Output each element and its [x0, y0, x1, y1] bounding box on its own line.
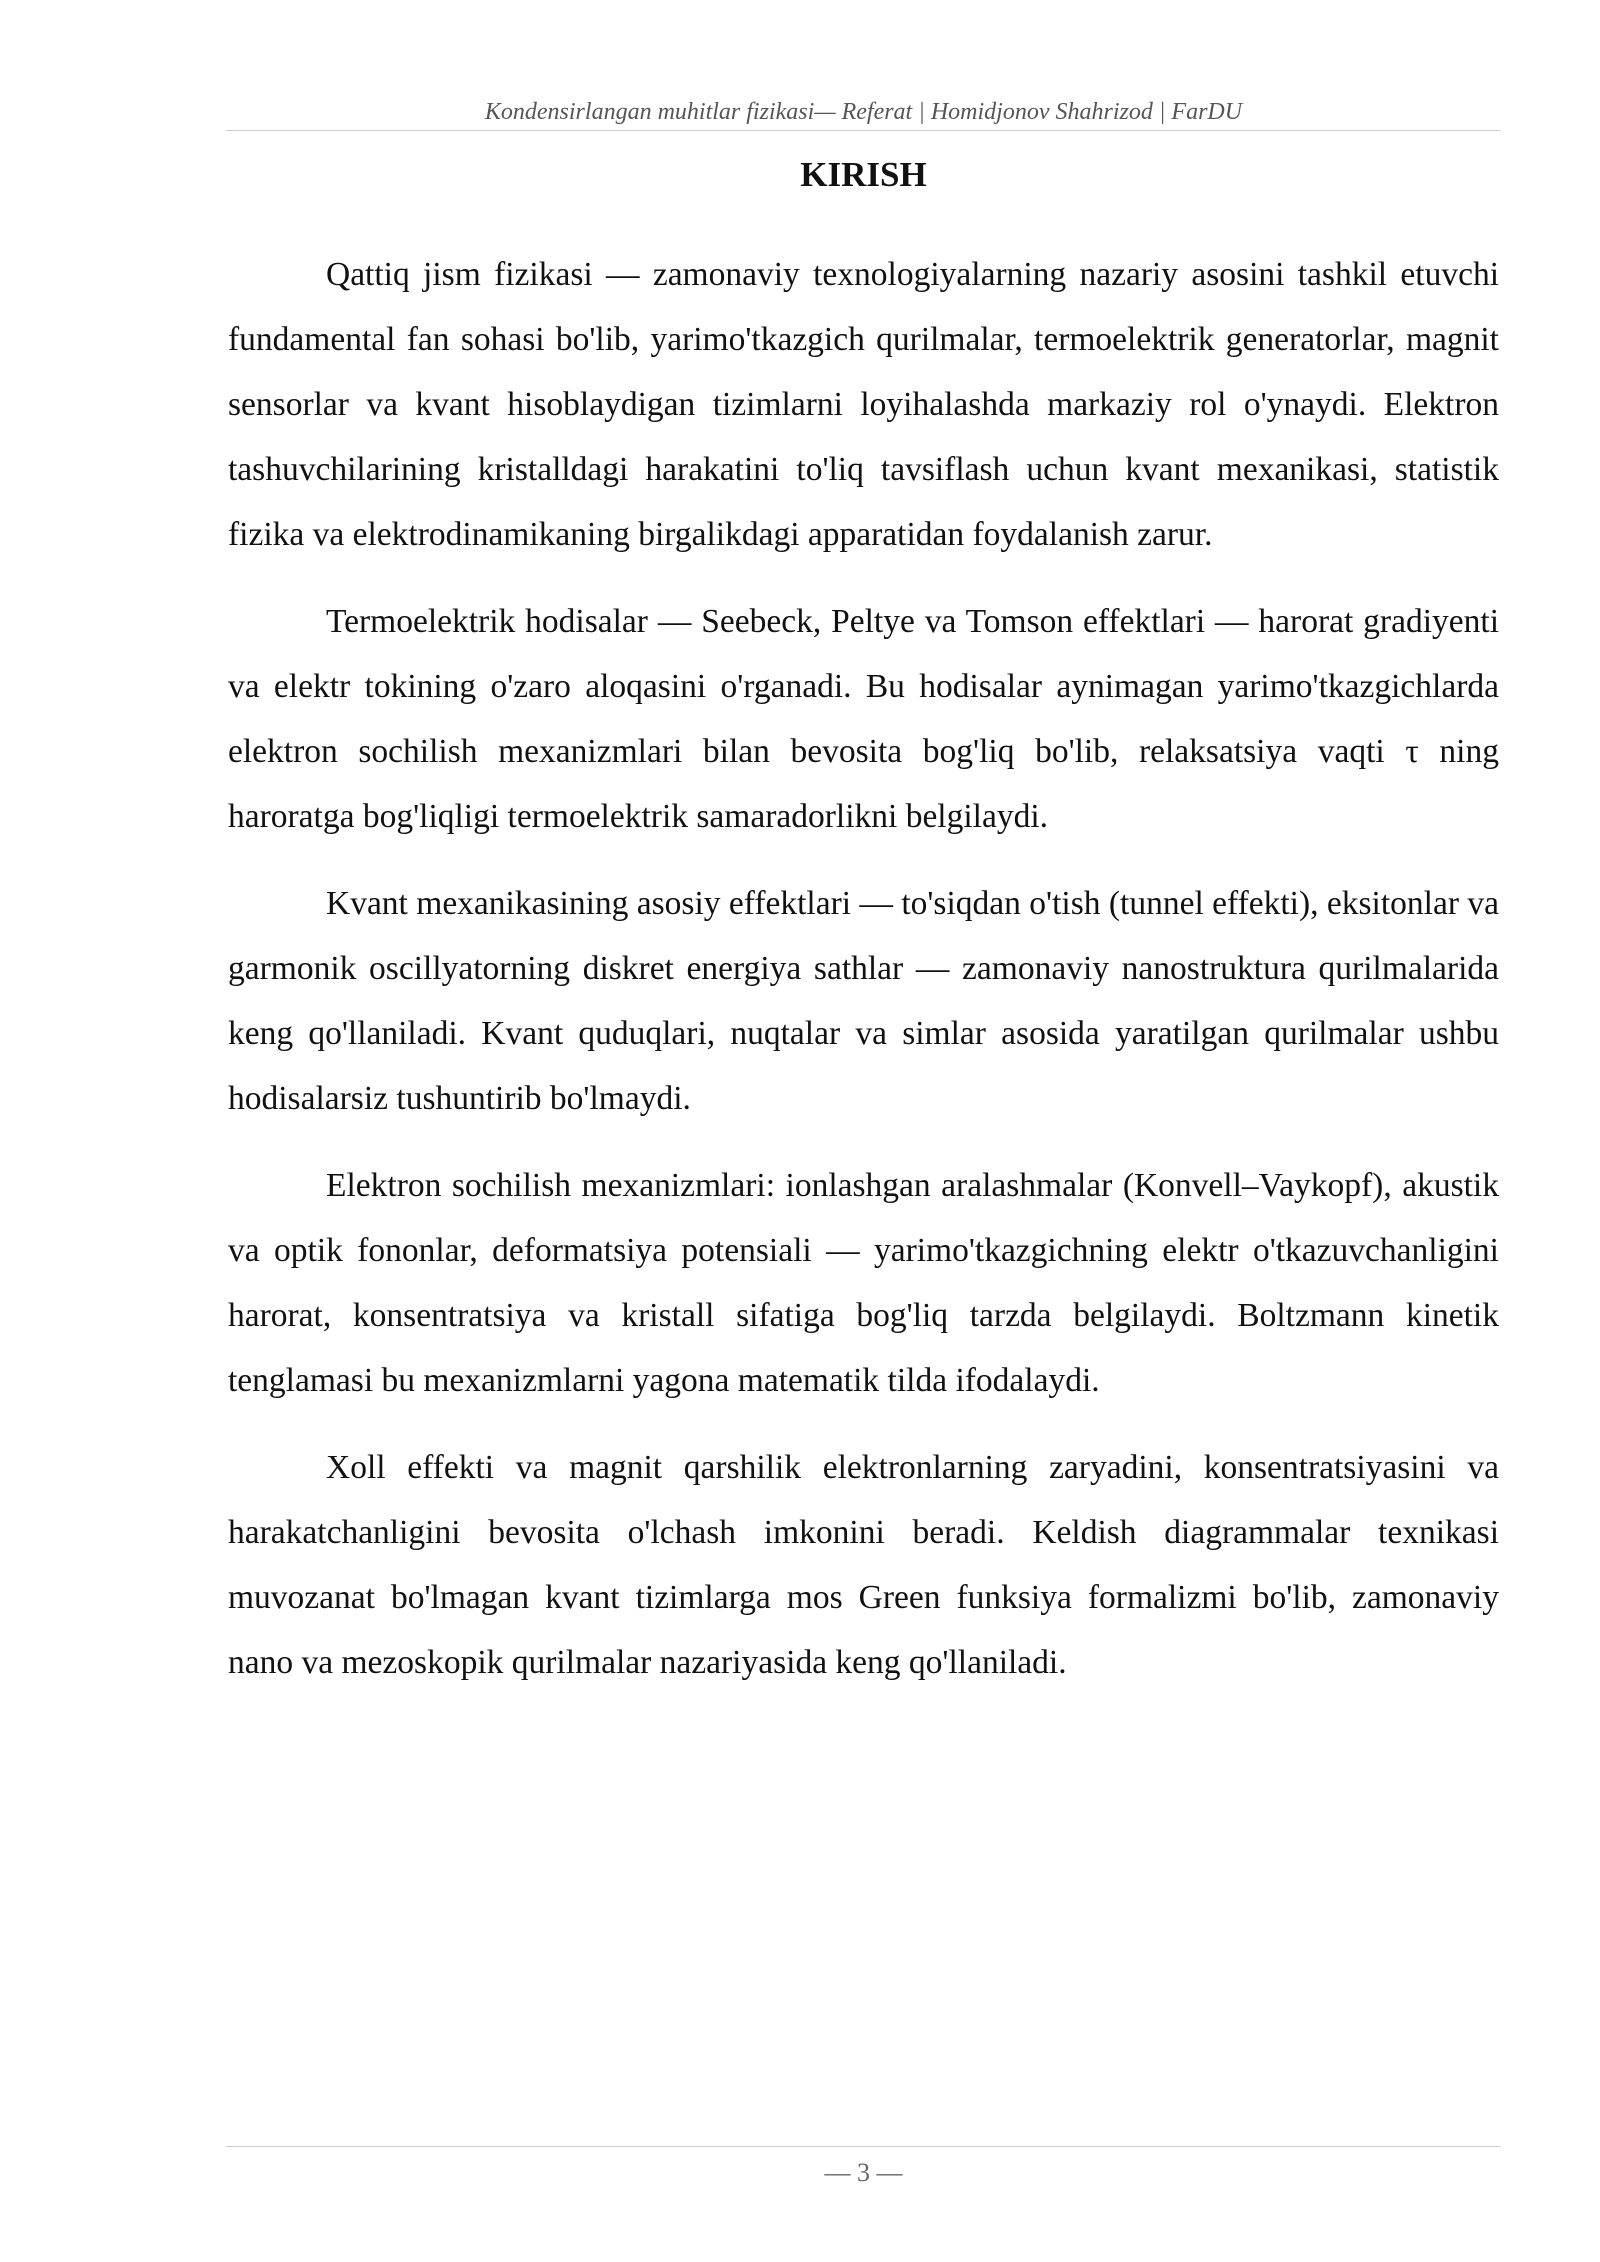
header-divider: [226, 130, 1501, 131]
page-title: KIRISH: [800, 155, 927, 194]
paragraph: Xoll effekti va magnit qarshilik elektronlarning zaryadini, konsentratsiyasini va harakatchanligini bevosita o'lchash imkonini beradi. Keldish diagrammalar texnikasi muvozanat bo'lmagan kvant tizimlarga mos Green funksiya formalizmi bo'lib, zamonaviy nano va mezoskopik qurilmalar nazariyasida keng qo'llaniladi.: [228, 1449, 1499, 1681]
paragraph: Qattiq jism fizikasi — zamonaviy texnologiyalarning nazariy asosini tashkil etuvchi fundamental fan sohasi bo'lib, yarimo'tkazgich qurilmalar, termoelektrik generatorlar, magnit sensorlar va kvant hisoblaydigan tizimlarni loyihalashda markaziy rol o'ynaydi. Elektron tashuvchilarining kristalldagi harakatini to'liq tavsiflash uchun kvant mexanikasi, statistik fizika va elektrodinamikaning birgalikdagi apparatidan foydalanish zarur.: [228, 256, 1499, 553]
footer-divider: [226, 2146, 1501, 2147]
page-number: — 3 —: [824, 2158, 903, 2187]
body-text: [228, 242, 1499, 1717]
paragraph: Termoelektrik hodisalar — Seebeck, Peltye va Tomson effektlari — harorat gradiyenti va elektr tokining o'zaro aloqasini o'rganadi. Bu hodisalar aynimagan yarimo'tkazgichlarda elektron sochilish mexanizmlari bilan bevosita bog'liq bo'lib, relaksatsiya vaqti τ ning haroratga bog'liqligi termoelektrik samaradorlikni belgilaydi.: [228, 603, 1499, 835]
running-header: Kondensirlangan muhitlar fizikasi— Referat | Homidjonov Shahrizod | FarDU: [484, 99, 1243, 125]
paragraph: Kvant mexanikasining asosiy effektlari — to'siqdan o'tish (tunnel effekti), eksitonlar va garmonik oscillyatorning diskret energiya sathlar — zamonaviy nanostruktura qurilmalarida keng qo'llaniladi. Kvant quduqlari, nuqtalar va simlar asosida yaratilgan qurilmalar ushbu hodisalarsiz tushuntirib bo'lmaydi.: [228, 885, 1499, 1117]
paragraph: Elektron sochilish mexanizmlari: ionlashgan aralashmalar (Konvell–Vaykopf), akustik va optik fononlar, deformatsiya potensiali — yarimo'tkazgichning elektr o'tkazuvchanligini harorat, konsentratsiya va kristall sifatiga bog'liq tarzda belgilaydi. Boltzmann kinetik tenglamasi bu mexanizmlarni yagona matematik tilda ifodalaydi.: [228, 1167, 1499, 1399]
